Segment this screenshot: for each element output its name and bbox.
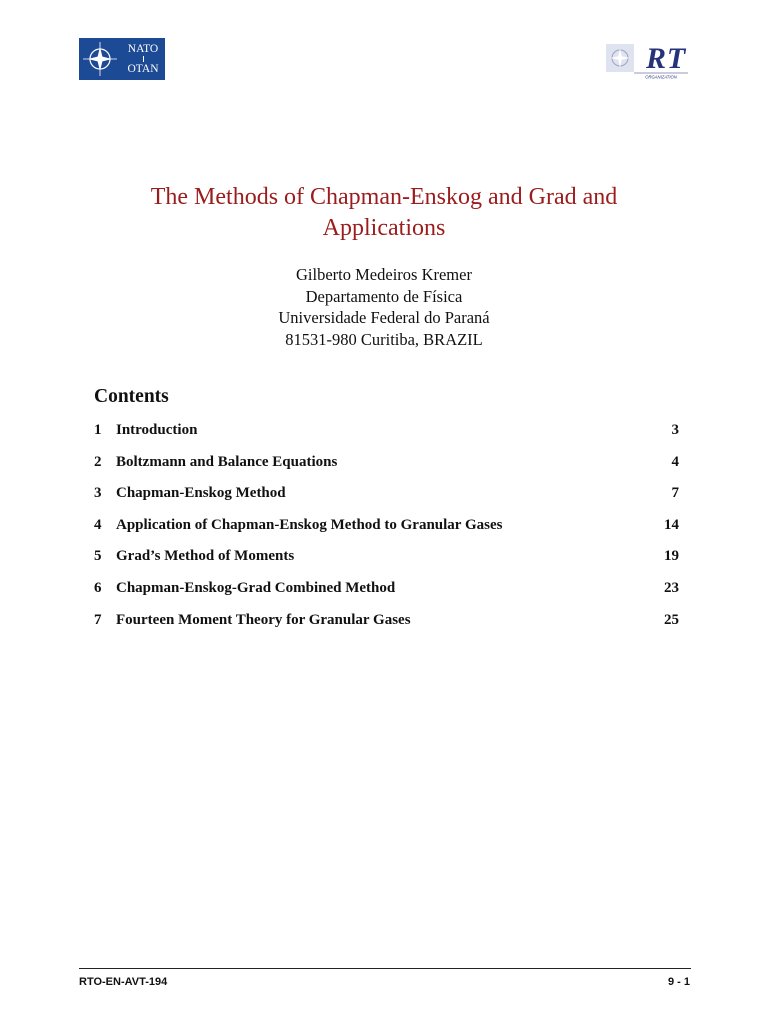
author-university: Universidade Federal do Paraná (278, 308, 490, 327)
toc-number: 6 (94, 579, 102, 596)
rto-logo-icon (604, 38, 690, 80)
footer-divider (79, 968, 691, 969)
toc-title: Fourteen Moment Theory for Granular Gases (116, 611, 411, 628)
toc-number: 1 (94, 422, 102, 438)
toc-entry[interactable] (94, 612, 679, 644)
title-line-1: The Methods of Chapman-Enskog and Grad and (150, 184, 618, 210)
title-line-2: Applications (322, 215, 446, 241)
toc-page: 7 (671, 485, 679, 502)
wordmark-divider (143, 56, 144, 62)
contents-heading: Contents (94, 386, 169, 407)
toc-page: 19 (664, 548, 679, 565)
toc-title: Introduction (116, 422, 198, 438)
toc-entry[interactable] (94, 548, 679, 580)
toc-page: 25 (664, 611, 679, 628)
toc-title: Boltzmann and Balance Equations (116, 453, 338, 470)
toc-page: 4 (671, 453, 679, 470)
toc-number: 7 (94, 611, 102, 628)
toc-entry[interactable] (94, 454, 679, 486)
nato-otan-wordmark (121, 38, 165, 80)
nato-text: NATO (127, 43, 159, 55)
table-of-contents (94, 422, 679, 643)
svg-text:R: R (645, 42, 667, 75)
toc-number: 3 (94, 485, 102, 502)
toc-title: Grad’s Method of Moments (116, 548, 295, 565)
toc-title: Chapman-Enskog-Grad Combined Method (116, 579, 396, 596)
toc-entry[interactable] (94, 517, 679, 549)
otan-text: OTAN (127, 63, 159, 75)
toc-page: 3 (671, 422, 679, 438)
nato-compass-star-icon (79, 38, 121, 80)
author-block (0, 264, 768, 350)
toc-number: 2 (94, 453, 102, 470)
toc-title: Chapman-Enskog Method (116, 485, 286, 502)
svg-text:T: T (666, 42, 686, 75)
toc-page: 14 (664, 516, 679, 533)
toc-number: 5 (94, 548, 102, 565)
footer-page-number: 9 - 1 (667, 976, 690, 988)
toc-entry[interactable] (94, 422, 679, 454)
toc-number: 4 (94, 516, 102, 533)
author-address: 81531-980 Curitiba, BRAZIL (285, 329, 483, 349)
footer-report-id: RTO-EN-AVT-194 (79, 976, 168, 988)
toc-page: 23 (664, 579, 679, 596)
author-name: Gilberto Medeiros Kremer (296, 265, 472, 284)
nato-otan-logo (79, 38, 165, 80)
toc-entry[interactable] (94, 485, 679, 517)
svg-text:ORGANIZATION: ORGANIZATION (645, 74, 677, 80)
author-department: Departamento de Física (305, 286, 463, 306)
toc-title: Application of Chapman-Enskog Method to Granular Gases (116, 516, 503, 533)
toc-entry[interactable] (94, 580, 679, 612)
document-title (0, 182, 768, 244)
